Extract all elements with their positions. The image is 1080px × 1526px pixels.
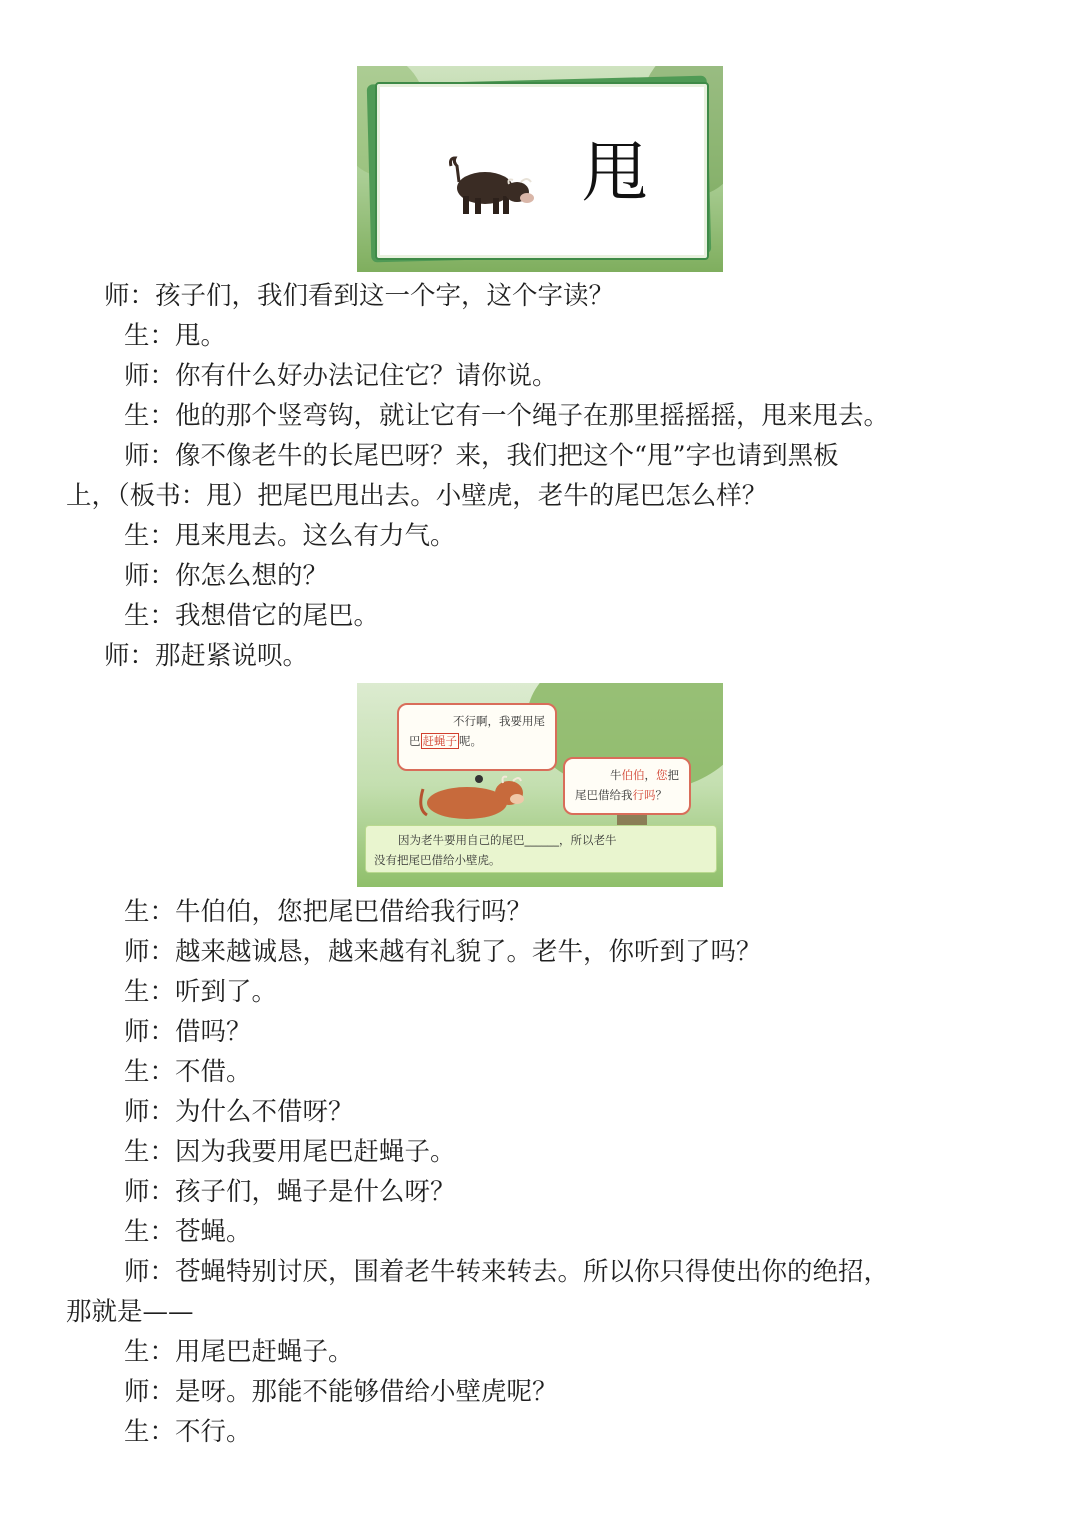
dialogue-line: 师：借吗？ bbox=[124, 1017, 252, 1047]
dialogue-line: 生：听到了。 bbox=[124, 977, 278, 1007]
dialogue-line: 生：甩。 bbox=[124, 321, 227, 351]
featured-character: 甩 bbox=[582, 134, 648, 211]
slide-image-dialogue bbox=[357, 683, 723, 887]
character-card bbox=[375, 82, 709, 260]
dialogue-line: 生：不行。 bbox=[124, 1417, 252, 1447]
dialogue-line: 生：用尾巴赶蝇子。 bbox=[124, 1337, 354, 1367]
dialogue-line: 师：孩子们，我们看到这一个字，这个字读？ bbox=[104, 281, 615, 311]
dialogue-line: 生：不借。 bbox=[124, 1057, 252, 1087]
dialogue-line: 生：甩来甩去。这么有力气。 bbox=[124, 521, 456, 551]
dialogue-line: 师：像不像老牛的长尾巴呀？来，我们把这个“甩”字也请到黑板 bbox=[124, 441, 839, 471]
dialogue-line: 生：因为我要用尾巴赶蝇子。 bbox=[124, 1137, 456, 1167]
dialogue-line: 师：你怎么想的？ bbox=[124, 561, 329, 591]
slide-image-character-card bbox=[357, 66, 723, 272]
dialogue-line: 师：那赶紧说呗。 bbox=[104, 641, 309, 671]
dialogue-line: 师：苍蝇特别讨厌，围着老牛转来转去。所以你只得使出你的绝招， bbox=[124, 1257, 890, 1287]
dialogue-line: 师：越来越诚恳，越来越有礼貌了。老牛，你听到了吗？ bbox=[124, 937, 762, 967]
dialogue-line: 师：你有什么好办法记住它？请你说。 bbox=[124, 361, 558, 391]
dialogue-line: 生：我想借它的尾巴。 bbox=[124, 601, 380, 631]
dialogue-line: 上，（板书：甩）把尾巴甩出去。小壁虎，老牛的尾巴怎么样？ bbox=[66, 481, 768, 511]
ox-icon bbox=[417, 769, 527, 829]
speech-bubble-ox: 不行啊，我要用尾 巴 赶蝇子 呢。 bbox=[397, 703, 557, 771]
dialogue-line: 生：他的那个竖弯钩，就让它有一个绳子在那里摇摇摇，甩来甩去。 bbox=[124, 401, 890, 431]
dialogue-line: 师：是呀。那能不能够借给小壁虎呢？ bbox=[124, 1377, 558, 1407]
dialogue-line: 师：为什么不借呀？ bbox=[124, 1097, 354, 1127]
dialogue-line: 师：孩子们，蝇子是什么呀？ bbox=[124, 1177, 456, 1207]
speech-bubble-gecko: 牛伯伯，您把 尾巴借给我行吗？ bbox=[563, 757, 691, 815]
dialogue-line: 生：苍蝇。 bbox=[124, 1217, 252, 1247]
dialogue-line: 那就是—— bbox=[66, 1297, 194, 1327]
dialogue-line: 生：牛伯伯，您把尾巴借给我行吗？ bbox=[124, 897, 533, 927]
ox-icon bbox=[447, 156, 537, 216]
fill-in-blank-prompt: 因为老牛要用自己的尾巴______，所以老牛 没有把尾巴借给小壁虎。 bbox=[365, 825, 717, 873]
